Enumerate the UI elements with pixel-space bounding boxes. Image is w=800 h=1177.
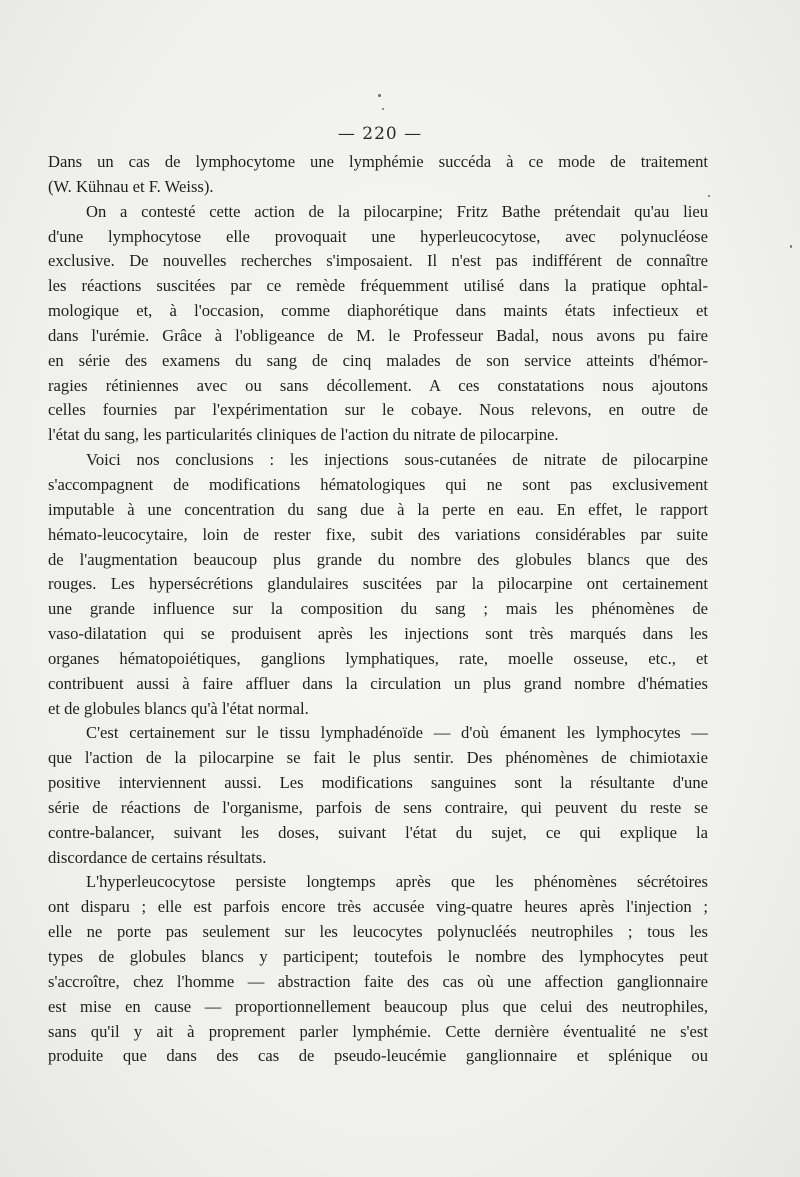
paragraph [48,870,708,1069]
body-text [48,150,708,1069]
ink-speck [382,108,384,110]
paragraph [48,150,708,200]
ink-speck [378,94,381,97]
text-line: hémato-leucocytaire, loin de rester fixe, subit des variations considérables par suite [48,524,708,544]
text-line: que l'action de la pilocarpine se fait le plus sentir. Des phénomènes de chimiotaxie [48,748,708,768]
ink-speck [708,195,710,197]
paragraph [48,448,708,721]
text-line: contribuent aussi à faire affluer dans la circulation un plus grand nombre d'hématies [48,673,708,693]
text-line: d'une lymphocytose elle provoquait une hyperleucocytose, avec polynucléose [48,226,708,246]
text-line: discordance de certains résultats. [48,847,267,867]
text-line: Voici nos conclusions : les injections sous-cutanées de nitrate de pilocarpine [86,450,708,470]
text-line: l'état du sang, les particularités cliniques de l'action du nitrate de pilocarpine. [48,425,559,445]
text-line: Dans un cas de lymphocytome une lymphémie succéda à ce mode de traitement [48,152,708,171]
text-line: produite que dans des cas de pseudo-leucémie ganglionnaire et splénique ou [48,1046,708,1066]
text-line: types de globules blancs y participent; toutefois le nombre des lymphocytes peut [48,947,708,966]
paragraph [48,200,708,448]
text-line: s'accompagnent de modifications hématologiques qui ne sont pas exclusivement [48,474,708,494]
text-line: est mise en cause — proportionnellement beaucoup plus que celui des neutrophiles, [48,996,708,1016]
text-line: sans qu'il y ait à proprement parler lymphémie. Cette dernière éventualité ne s'est [48,1021,708,1041]
text-line: ont disparu ; elle est parfois encore très accusée ving-quatre heures après l'injection ; [48,897,708,917]
text-line: et de globules blancs qu'à l'état normal. [48,698,309,718]
text-line: (W. Kühnau et F. Weiss). [48,176,214,196]
paragraph [48,721,708,870]
text-line: contre-balancer, suivant les doses, suivant l'état du sujet, ce qui explique la [48,822,708,842]
text-line: dans l'urémie. Grâce à l'obligeance de M. le Professeur Badal, nous avons pu faire [48,325,708,345]
text-line: celles fournies par l'expérimentation sur le cobaye. Nous relevons, en outre de [48,400,708,420]
page-number: — 220 — [337,124,423,144]
text-line: ragies rétiniennes avec ou sans décollement. A ces constatations nous ajoutons [48,375,708,395]
text-line: les réactions suscitées par ce remède fréquemment utilisé dans la pratique ophtal- [48,276,708,296]
text-line: mologique et, à l'occasion, comme diaphorétique dans maints états infectieux et [48,301,708,321]
text-line: C'est certainement sur le tissu lymphadénoïde — d'où émanent les lymphocytes — [86,723,708,743]
text-line: de l'augmentation beaucoup plus grande du nombre des globules blancs que des [48,549,708,569]
text-line: positive interviennent aussi. Les modifications sanguines sont la résultante d'une [48,773,708,793]
ink-speck [790,245,792,248]
text-line: On a contesté cette action de la pilocarpine; Fritz Bathe prétendait qu'au lieu [86,201,708,221]
text-line: une grande influence sur la composition du sang ; mais les phénomènes de [48,599,708,619]
text-line: série de réactions de l'organisme, parfois de sens contraire, qui peuvent du reste se [48,797,708,817]
text-line: rouges. Les hypersécrétions glandulaires suscitées par la pilocarpine ont certainement [48,574,708,594]
text-line: vaso-dilatation qui se produisent après les injections sont très marqués dans les [48,624,708,644]
text-line: imputable à une concentration du sang due à la perte en eau. En effet, le rapport [48,499,708,519]
text-line: exclusive. De nouvelles recherches s'imposaient. Il n'est pas indifférent de connaître [48,251,708,271]
text-line: en série des examens du sang de cinq malades de son service atteints d'hémor- [48,350,708,370]
text-line: s'accroître, chez l'homme — abstraction faite des cas où une affection ganglionnaire [48,971,708,991]
text-line: L'hyperleucocytose persiste longtemps après que les phénomènes sécrétoires [86,872,708,892]
text-line: elle ne porte pas seulement sur les leucocytes polynucléés neutrophiles ; tous les [48,922,708,942]
text-line: organes hématopoiétiques, ganglions lymphatiques, rate, moelle osseuse, etc., et [48,648,708,668]
